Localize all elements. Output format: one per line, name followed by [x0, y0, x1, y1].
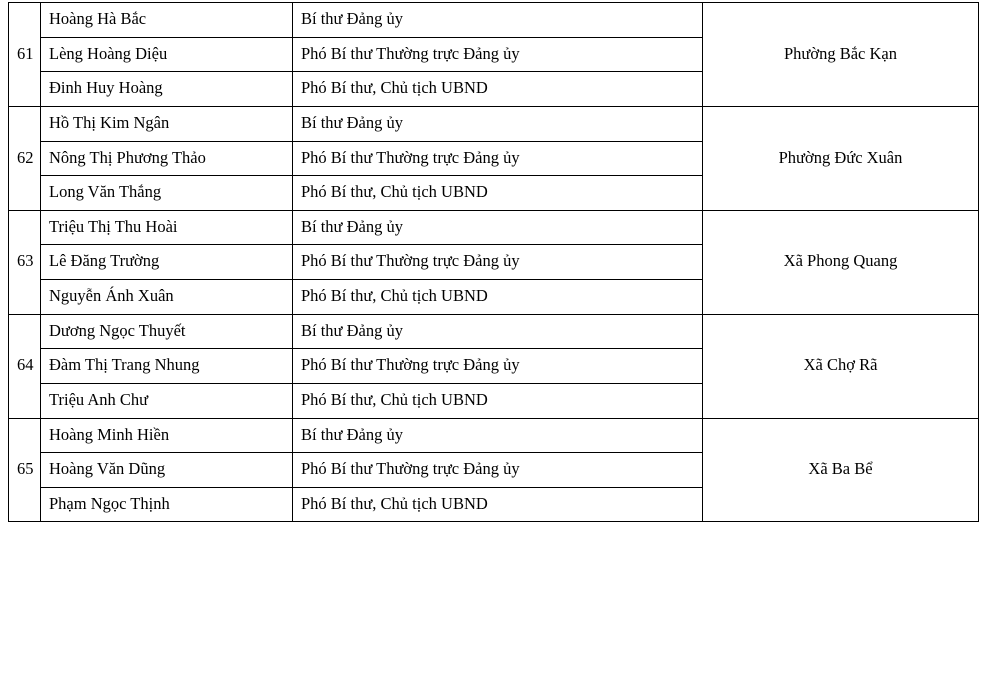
person-name-cell: Triệu Anh Chư	[41, 383, 293, 418]
position-cell: Phó Bí thư Thường trực Đảng ủy	[293, 349, 703, 384]
person-name-cell: Long Văn Thắng	[41, 176, 293, 211]
table-row	[9, 418, 979, 453]
table-row	[9, 210, 979, 245]
person-name-cell: Dương Ngọc Thuyết	[41, 314, 293, 349]
person-name-cell: Hồ Thị Kim Ngân	[41, 106, 293, 141]
position-cell: Phó Bí thư Thường trực Đảng ủy	[293, 37, 703, 72]
position-cell: Phó Bí thư, Chủ tịch UBND	[293, 487, 703, 522]
row-index-cell: 64	[9, 314, 41, 418]
position-cell: Phó Bí thư Thường trực Đảng ủy	[293, 453, 703, 488]
position-cell: Phó Bí thư, Chủ tịch UBND	[293, 72, 703, 107]
position-cell: Phó Bí thư, Chủ tịch UBND	[293, 280, 703, 315]
position-cell: Phó Bí thư Thường trực Đảng ủy	[293, 141, 703, 176]
document-page	[0, 2, 1000, 683]
personnel-table	[8, 2, 979, 522]
position-cell: Phó Bí thư Thường trực Đảng ủy	[293, 245, 703, 280]
administrative-unit-cell: Phường Bắc Kạn	[703, 3, 979, 107]
position-cell: Bí thư Đảng ủy	[293, 418, 703, 453]
table-row	[9, 106, 979, 141]
person-name-cell: Lèng Hoàng Diệu	[41, 37, 293, 72]
person-name-cell: Nguyễn Ánh Xuân	[41, 280, 293, 315]
person-name-cell: Hoàng Hà Bắc	[41, 3, 293, 38]
position-cell: Bí thư Đảng ủy	[293, 3, 703, 38]
person-name-cell: Đinh Huy Hoàng	[41, 72, 293, 107]
position-cell: Phó Bí thư, Chủ tịch UBND	[293, 383, 703, 418]
position-cell: Bí thư Đảng ủy	[293, 210, 703, 245]
administrative-unit-cell: Xã Phong Quang	[703, 210, 979, 314]
position-cell: Bí thư Đảng ủy	[293, 314, 703, 349]
administrative-unit-cell: Xã Chợ Rã	[703, 314, 979, 418]
row-index-cell: 62	[9, 106, 41, 210]
administrative-unit-cell: Xã Ba Bể	[703, 418, 979, 522]
row-index-cell: 63	[9, 210, 41, 314]
row-index-cell: 61	[9, 3, 41, 107]
person-name-cell: Nông Thị Phương Thảo	[41, 141, 293, 176]
administrative-unit-cell: Phường Đức Xuân	[703, 106, 979, 210]
person-name-cell: Hoàng Minh Hiền	[41, 418, 293, 453]
table-body	[9, 3, 979, 522]
table-row	[9, 314, 979, 349]
position-cell: Phó Bí thư, Chủ tịch UBND	[293, 176, 703, 211]
person-name-cell: Lê Đăng Trường	[41, 245, 293, 280]
person-name-cell: Hoàng Văn Dũng	[41, 453, 293, 488]
person-name-cell: Triệu Thị Thu Hoài	[41, 210, 293, 245]
row-index-cell: 65	[9, 418, 41, 522]
person-name-cell: Đàm Thị Trang Nhung	[41, 349, 293, 384]
position-cell: Bí thư Đảng ủy	[293, 106, 703, 141]
table-row	[9, 3, 979, 38]
person-name-cell: Phạm Ngọc Thịnh	[41, 487, 293, 522]
